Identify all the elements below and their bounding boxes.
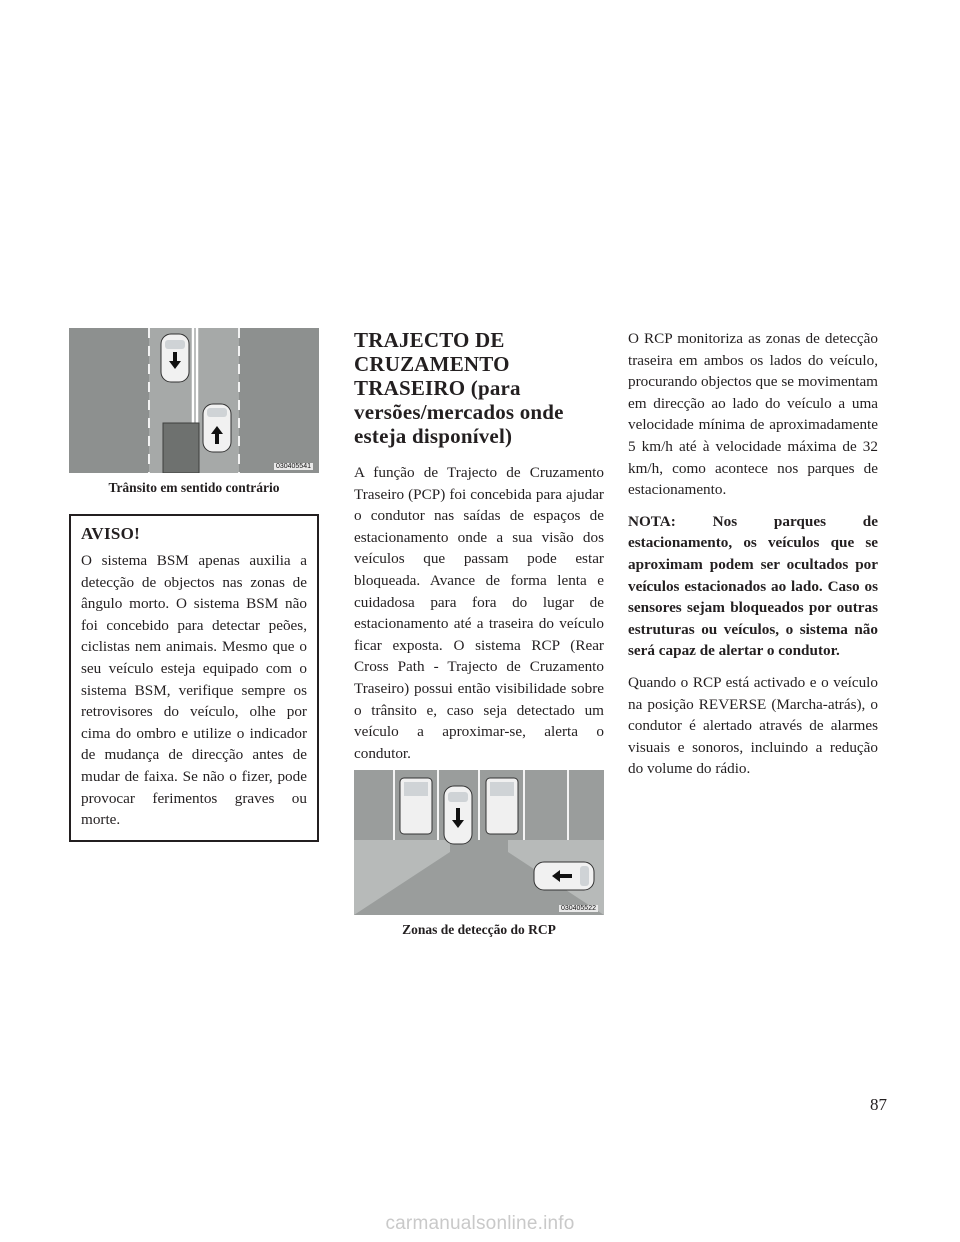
warning-text: O sistema BSM apenas auxilia a detecção de objectos nas zonas de ângulo morto. O sistema BSM não foi concebido para detectar peões, ciclistas nem animais. Mesmo que o seu veículo esteja equipado com o sistema BSM, verifique sempre os retrovisores do veículo, olhe por cima do ombro e utilize o indicador de mudança de direcção antes de mudar de faixa. Se não o fizer, pode provocar ferimentos graves ou morte. [81,552,307,829]
figure-caption: Zonas de detecção do RCP [402,922,556,938]
section-intro: A função de Trajecto de Cruzamento Traseiro (PCP) foi concebida para ajudar o condutor nas saídas de espaços de estacionamento onde a sua visão dos veículos que passam pode estar bloqueada. Avance de forma lenta e cuidadosa para fora do lugar de estacionamento até a traseira do veículo ficar exposta. O sistema RCP (Rear Cross Path - Trajecto de Cruzamento Traseiro) possui então visibilidade sobre o trânsito e, caso seja detectado um veículo a aproximar-se, alerta o condutor. [354,464,604,762]
right-column [628,328,878,780]
page-number: 87 [870,1095,887,1114]
rcp-illustration [354,770,604,915]
car-top-icon [161,334,189,382]
watermark-footer: carmanualsonline.info [385,1213,575,1234]
section-title: TRAJECTO DE CRUZAMENTO TRASEIRO (para versões/mercados onde esteja disponível) [354,328,564,448]
left-column [69,328,319,842]
note-paragraph: NOTA: Nos parques de estacionamento, os veículos que se aproximam podem ser ocultados por veículos estacionados ao lado. Caso os sensores sejam bloqueados por outras estruturas ou veículos, o sistema não será capaz de alertar o condutor. [628,512,878,660]
warning-box [69,514,319,842]
parked-car-right-icon [486,778,518,834]
rcp-detection-diagram [354,770,604,915]
crossing-car-icon [534,862,594,890]
figure-code: 030405522 [560,905,596,913]
traffic-illustration [69,328,319,473]
car-bottom-icon [203,404,231,452]
paragraph-rcp-alert: Quando o RCP está activado e o veículo na posição REVERSE (Marcha-atrás), o condutor é alertado através de alarmes visuais e sonoros, incluindo a redução do volume do rádio. [628,673,878,778]
paragraph-rcp-monitoring: O RCP monitoriza as zonas de detecção traseira em ambos os lados do veículo, procurando objectos que se movimentam em direcção ao lado do veículo a uma velocidade mínima de aproximadamente 5 km/h até à velocidade máxima de 32 km/h, como acontece nos parques de estacionamento. [628,330,878,499]
warning-title: AVISO! [81,524,141,543]
figure-caption: Trânsito em sentido contrário [108,480,280,495]
parked-car-left-icon [400,778,432,834]
blind-spot-zone [163,423,199,473]
middle-column [354,328,604,938]
reversing-car-icon [444,786,472,844]
figure-code: 030405541 [275,463,311,470]
oncoming-traffic-diagram [69,328,319,473]
